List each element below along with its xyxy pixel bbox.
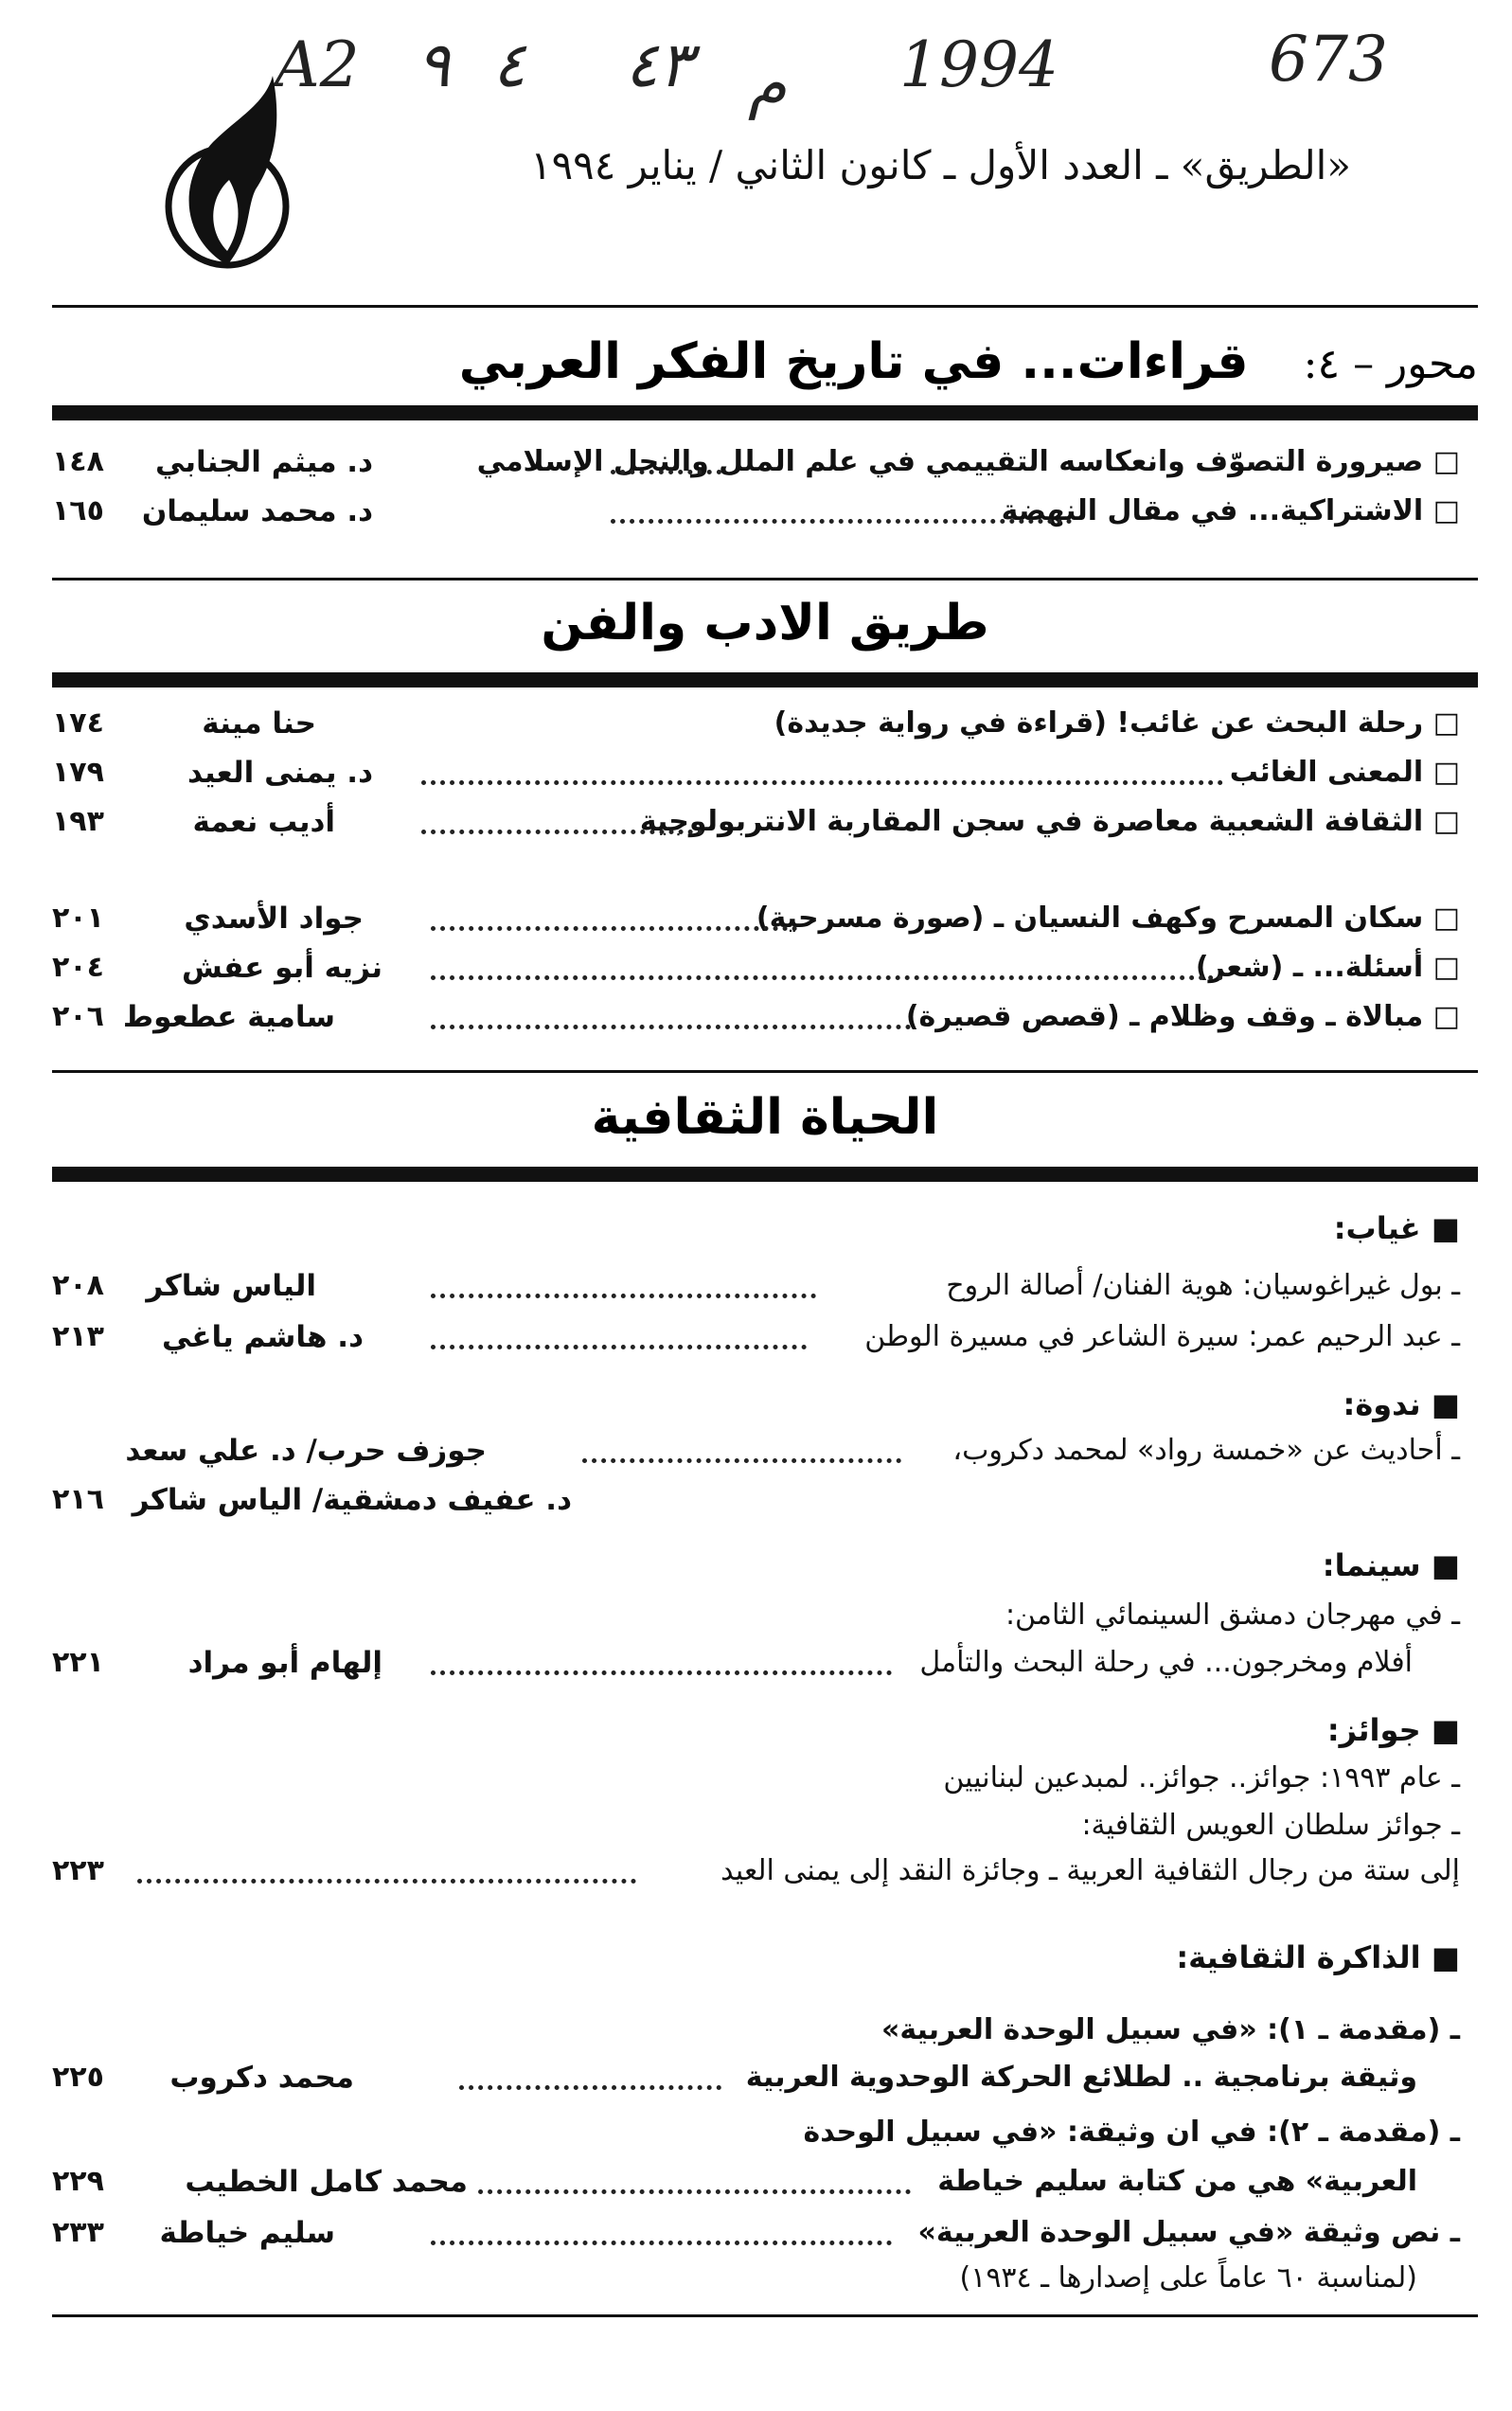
entry-title: أفلام ومخرجون... في رحلة البحث والتأمل [910,1646,1413,1679]
entry-page: ٢١٣ [52,1320,104,1353]
toc-entry [52,805,1460,854]
entry-line: ـ (مقدمة ـ ٢): في ان وثيقة: «في سبيل الوحدة [803,2116,1460,2149]
entry-page: ٢٠٤ [52,951,104,984]
divider [52,305,1478,308]
toc-entry [52,2061,1460,2110]
entry-author: جوزف حرب/ د. علي سعد [117,1434,494,1468]
section-title-text: قراءات... في تاريخ الفكر العربي [458,333,1249,390]
entry-title: إلى ستة من رجال الثقافية العربية ـ وجائزة النقد إلى يمنى العيد [711,1854,1460,1887]
entry-line: ـ جوائز سلطان العويس الثقافية: [1081,1809,1460,1842]
section-title [52,595,1478,652]
handwritten-mark: ٩ [417,28,451,101]
leader-dots [459,2189,911,2194]
entry-page: ٢٢٥ [52,2061,104,2094]
entry-title: العربية» هي من كتابة سليم خياطة [928,2165,1417,2198]
divider [52,2314,1478,2317]
entry-title: □ رحلة البحث عن غائب! (قراءة في رواية جديدة) [765,706,1460,740]
entry-author: د. هاشم ياغي [154,1320,371,1354]
entry-title: ـ نص وثيقة «في سبيل الوحدة العربية» [909,2216,1460,2249]
leader-dots [421,830,703,834]
handwritten-annotation [275,23,1388,133]
toc-entry [52,756,1460,805]
entry-author: د. يمنى العيد [180,756,381,790]
section-tag: محور – ٤: [1303,340,1478,388]
toc-entry [52,445,1460,494]
toc-entry [52,902,1460,951]
handwritten-mark: ٤٣ [625,28,692,101]
divider [52,578,1478,580]
leader-dots [431,975,1223,980]
entry-author: د. محمد سليمان [134,494,381,528]
leader-dots [611,519,1072,524]
entry-page: ١٦٥ [52,494,104,527]
entry-page: ٢٢١ [52,1646,104,1679]
entry-author: الياس شاكر [138,1269,324,1303]
entry-page: ١٧٩ [52,756,104,789]
entry-title: ـ عبد الرحيم عمر: سيرة الشاعر في مسيرة الوطن [855,1320,1460,1353]
flame-logo-icon [161,66,294,275]
entry-page: ٢٠٦ [52,1000,104,1033]
toc-entry [52,1434,1460,1483]
section-title-text: الحياة الثقافية [591,1089,939,1146]
handwritten-mark: 673 [1269,23,1388,96]
handwritten-mark: 1994 [899,28,1058,101]
toc-entry [52,1320,1460,1369]
entry-author: محمد كامل الخطيب [177,2165,475,2199]
toc-entry [52,706,1460,756]
entry-page: ٢٢٣ [52,1854,104,1887]
issue-line: «الطريق» ـ العدد الأول ـ كانون الثاني / يناير ١٩٩٤ [530,142,1351,188]
entry-title: □ سكان المسرح وكهف النسيان ـ (صورة مسرحية) [747,902,1460,935]
handwritten-mark: A2 [275,28,360,101]
divider [52,405,1478,420]
entry-author: نزيه أبو عفش [174,951,390,985]
entry-page: ٢٠١ [52,902,104,935]
entry-author: محمد دكروب [162,2061,362,2095]
leader-dots [137,1879,636,1884]
category-label: ■ سينما: [1322,1547,1460,1583]
divider [52,672,1478,688]
leader-dots [431,1025,911,1029]
entry-page: ٢٠٨ [52,1269,104,1302]
entry-author: سامية عطعوط [116,1000,343,1034]
toc-entry [52,1000,1460,1049]
entry-author: إلهام أبو مراد [181,1646,390,1680]
leader-dots [459,2085,721,2090]
entry-author: د. عفيف دمشقية/ الياس شاكر [125,1483,579,1517]
category-label: ■ الذاكرة الثقافية: [1176,1939,1460,1975]
category-label: ■ جوائز: [1326,1712,1460,1748]
leader-dots [431,926,797,931]
section-title [52,1089,1478,1146]
entry-page: ١٩٣ [52,805,104,838]
entry-page: ٢٢٩ [52,2165,104,2198]
toc-entry [52,1483,1460,1532]
entry-author: د. ميثم الجنابي [148,445,381,479]
leader-dots [611,470,721,474]
toc-entry [52,2165,1460,2214]
entry-title: □ مبالاة ـ وقف وظلام ـ (قصص قصيرة) [897,1000,1460,1033]
entry-title: □ أسئلة... ـ (شعر) [1186,951,1460,984]
leader-dots [431,1670,892,1675]
divider [52,1070,1478,1073]
section-title-text: طريق الادب والفن [541,595,989,652]
toc-entry [52,951,1460,1000]
toc-entry [52,1854,1460,1903]
entry-title: وثيقة برنامجية .. لطلائع الحركة الوحدوية العربية [737,2061,1417,2094]
entry-line: ـ في مهرجان دمشق السينمائي الثامن: [1005,1598,1460,1632]
entry-title: □ صيرورة التصوّف وانعكاسه التقييمي في علم الملل والنحل الإسلامي [468,445,1460,478]
section-title [52,333,1478,390]
entry-author: أديب نعمة [185,805,343,839]
toc-entry [52,494,1460,544]
leader-dots [431,2241,892,2245]
entry-title: □ المعنى الغائب [1220,756,1460,789]
entry-title: □ الثقافة الشعبية معاصرة في سجن المقاربة الانتربولوجية [631,805,1460,838]
entry-page: ٢١٦ [52,1483,104,1516]
handwritten-mark: ٤ [492,28,526,101]
category-label: ■ غياب: [1333,1210,1460,1246]
divider [52,1167,1478,1182]
leader-dots [431,1294,816,1298]
toc-entry [52,1269,1460,1318]
entry-title: ـ أحاديث عن «خمسة رواد» لمحمد دكروب، [943,1434,1460,1467]
entry-page: ٢٣٣ [52,2216,104,2249]
entry-author: سليم خياطة [151,2216,343,2250]
leader-dots [421,780,1223,785]
handwritten-mark: م [748,47,787,120]
toc-entry [52,1646,1460,1695]
entry-author: جواد الأسدي [176,902,371,936]
entry-line: ـ عام ١٩٩٣: جوائز.. جوائز.. لمبدعين لبنانيين [943,1761,1460,1795]
toc-entry [52,2216,1460,2265]
category-label: ■ ندوة: [1343,1386,1460,1422]
entry-title: ـ بول غيراغوسيان: هوية الفنان/ أصالة الروح [936,1269,1460,1302]
entry-page: ١٤٨ [52,445,104,478]
entry-author: حنا مينة [194,706,324,741]
entry-line: ـ (مقدمة ـ ١): «في سبيل الوحدة العربية» [881,2013,1460,2046]
leader-dots [582,1458,901,1463]
leader-dots [431,1345,807,1349]
entry-line: (لمناسبة ٦٠ عاماً على إصدارها ـ ١٩٣٤) [959,2261,1417,2295]
entry-title: □ الاشتراكية... في مقال النهضة [992,494,1460,527]
entry-page: ١٧٤ [52,706,104,740]
